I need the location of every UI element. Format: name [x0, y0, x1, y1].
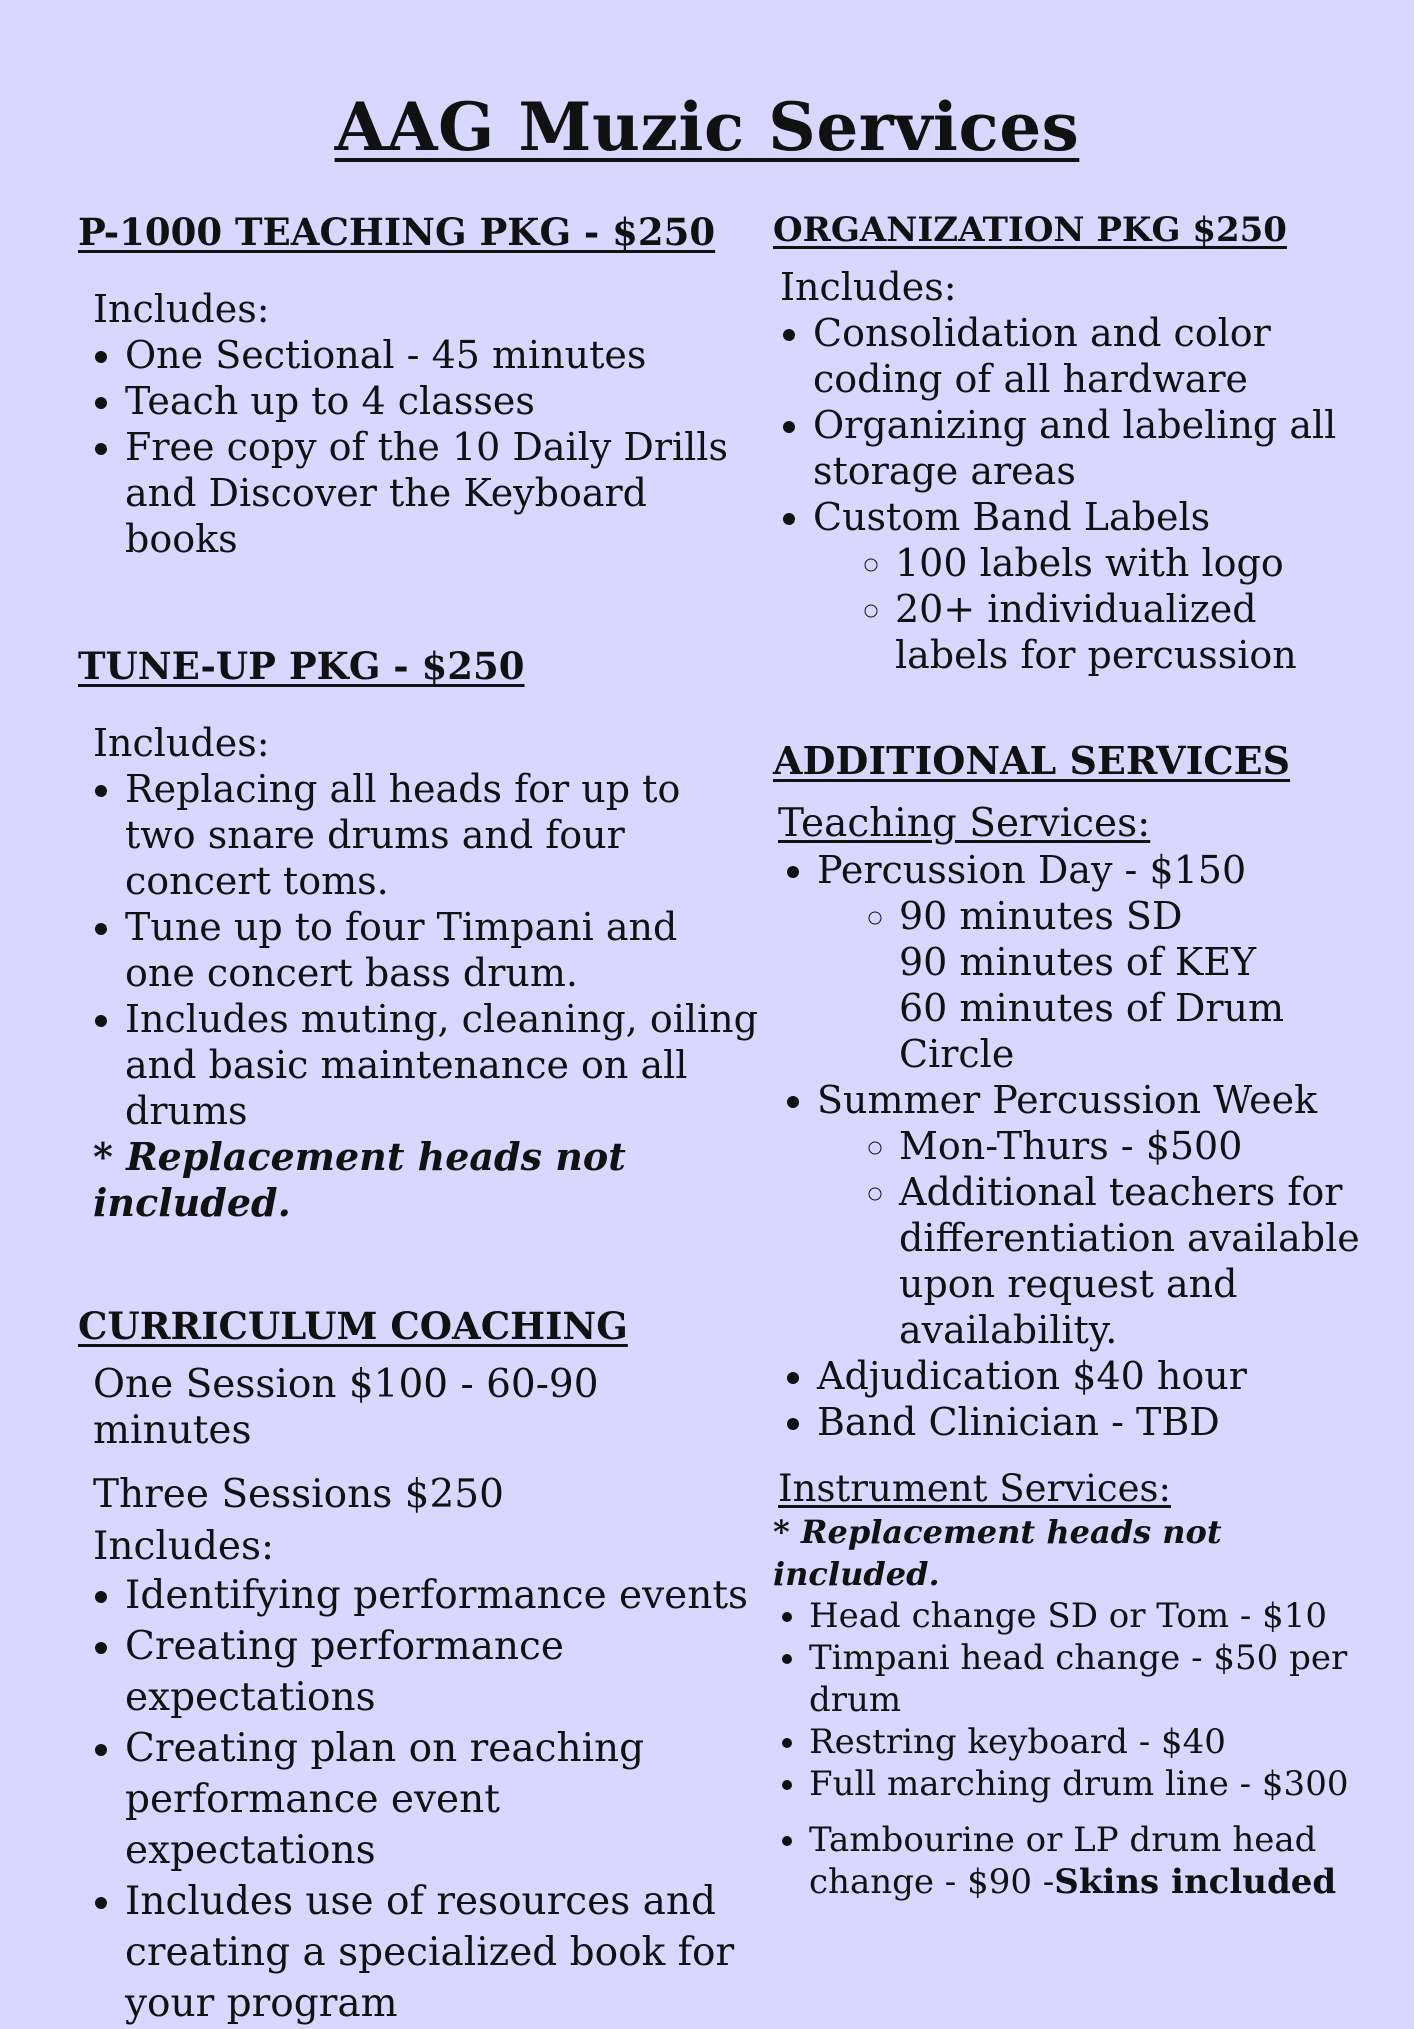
instrument-services-heading: Instrument Services:	[778, 1467, 1171, 1510]
p1000-list	[78, 332, 758, 562]
list-item	[817, 847, 1373, 1077]
detail-line: 90 minutes of KEY	[899, 940, 1257, 984]
list-item: • Organizing and labeling all storage areas	[813, 402, 1373, 494]
summer-week-text: Summer Percussion Week	[817, 1078, 1318, 1122]
tuneup-list	[78, 766, 758, 1134]
list-item: • Full marching drum line - $300	[809, 1763, 1373, 1805]
curriculum-three-sessions: Three Sessions $250	[93, 1472, 504, 1517]
list-item: ◦ 100 labels with logo	[895, 540, 1373, 586]
instrument-services	[773, 1467, 1373, 1903]
organization-includes-label: Includes:	[780, 265, 957, 309]
list-item	[899, 893, 1373, 1077]
list-item: • Creating plan on reaching performance event expectations	[125, 1723, 758, 1876]
curriculum-list	[78, 1570, 758, 2029]
tambourine-text: Tambourine or LP drum head change - $90 -	[809, 1820, 1317, 1902]
p1000-includes-label: Includes:	[93, 287, 270, 331]
list-item: • Teach up to 4 classes	[125, 378, 758, 424]
list-item: • One Sectional - 45 minutes	[125, 332, 758, 378]
additional-heading: ADDITIONAL SERVICES	[773, 738, 1291, 783]
list-item: • Head change SD or Tom - $10	[809, 1595, 1373, 1637]
percussion-day-text: Percussion Day - $150	[817, 848, 1247, 892]
tuneup-includes-label: Includes:	[93, 721, 270, 765]
list-item: • Free copy of the 10 Daily Drills and Discover the Keyboard books	[125, 424, 758, 562]
list-item	[817, 1077, 1373, 1353]
list-item: ◦ 20+ individualized labels for percussion	[895, 586, 1373, 678]
instrument-list	[773, 1595, 1373, 1903]
list-item: • Timpani head change - $50 per drum	[809, 1637, 1373, 1721]
summer-week-sublist	[817, 1123, 1373, 1353]
detail-line: 90 minutes SD	[899, 894, 1183, 938]
p1000-section	[78, 210, 758, 562]
page-title: AAG Muzic Services	[334, 88, 1080, 166]
organization-section	[773, 210, 1373, 678]
label-sublist	[813, 540, 1373, 678]
tuneup-heading: TUNE-UP PKG - $250	[78, 644, 525, 688]
detail-line: 60 minutes of Drum Circle	[899, 986, 1285, 1076]
teaching-services-heading: Teaching Services:	[778, 801, 1151, 846]
list-item: ◦ Additional teachers for differentiation available upon request and availability.	[899, 1169, 1373, 1353]
list-item: • Consolidation and color coding of all hardware	[813, 310, 1373, 402]
left-column	[78, 210, 758, 2029]
list-item: • Replacing all heads for up to two snare drums and four concert toms.	[125, 766, 758, 904]
organization-heading: ORGANIZATION PKG $250	[773, 210, 1287, 250]
list-item	[813, 494, 1373, 678]
curriculum-includes-label: Includes:	[93, 1524, 275, 1569]
tuneup-section	[78, 644, 758, 1226]
list-item: • Band Clinician - TBD	[817, 1399, 1373, 1445]
right-column	[773, 210, 1373, 1903]
organization-list	[773, 310, 1373, 678]
curriculum-heading: CURRICULUM COACHING	[78, 1304, 628, 1348]
list-item: • Includes muting, cleaning, oiling and basic maintenance on all drums	[125, 996, 758, 1134]
list-item: • Creating performance expectations	[125, 1621, 758, 1723]
teaching-services-list	[773, 847, 1373, 1445]
list-item: • Includes use of resources and creating a specialized book for your program	[125, 1876, 758, 2029]
p1000-heading: P-1000 TEACHING PKG - $250	[78, 210, 716, 254]
skins-included: Skins included	[1054, 1862, 1337, 1902]
instrument-note: * Replacement heads not included.	[773, 1513, 1222, 1593]
tuneup-note: * Replacement heads not included.	[93, 1134, 626, 1225]
list-item	[809, 1819, 1373, 1903]
custom-labels-text: Custom Band Labels	[813, 495, 1211, 539]
list-item: • Tune up to four Timpani and one concert bass drum.	[125, 904, 758, 996]
list-item: ◦ Mon-Thurs - $500	[899, 1123, 1373, 1169]
curriculum-section	[78, 1304, 758, 2029]
curriculum-one-session: One Session $100 - 60-90 minutes	[93, 1362, 599, 1453]
list-item: • Adjudication $40 hour	[817, 1353, 1373, 1399]
list-item: • Restring keyboard - $40	[809, 1721, 1373, 1763]
additional-section	[773, 738, 1373, 1903]
percussion-day-sublist	[817, 893, 1373, 1077]
list-item: • Identifying performance events	[125, 1570, 758, 1621]
